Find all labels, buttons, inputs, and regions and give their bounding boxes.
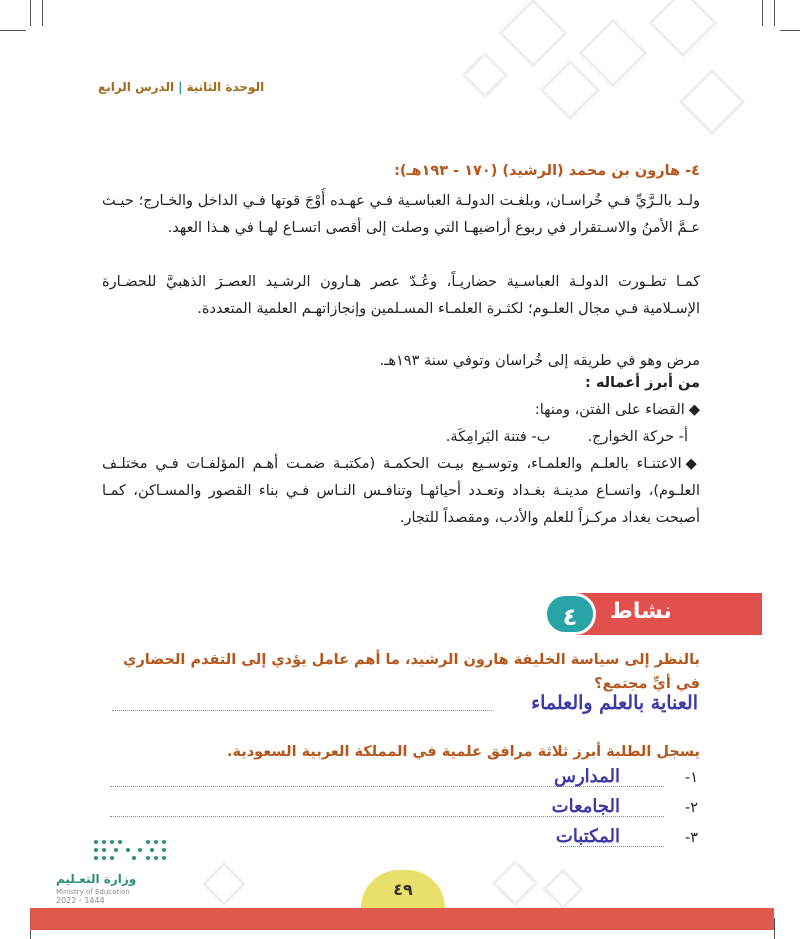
ministry-year: 2022 - 1444 bbox=[56, 896, 105, 905]
activity-label: نشاط bbox=[610, 599, 672, 624]
crop-mark bbox=[774, 918, 775, 939]
paragraph-death: مرض وهو في طريقه إلى خُراسان وتوفي سنة ١٩٣هـ. bbox=[379, 353, 700, 369]
bullet-icon: ◆ bbox=[688, 402, 700, 418]
bullet-item bbox=[102, 397, 700, 424]
crop-mark bbox=[774, 0, 775, 26]
crop-mark bbox=[762, 0, 763, 26]
item-number: ٣- bbox=[684, 830, 698, 846]
paragraph-birth: ولـد بالـرَّيِّ فـي خُراسـان، وبلغـت الدولـة العباسـية فـي عهـده أَوْجَ قوتها فـي الداخل والخـارج؛ حيـث عـمَّ الأمنُ والاسـتقرار في ربوع أراضيهـا التي وصلت إلى أقصى اتسـاع لهـا في هـذا العهد. bbox=[102, 193, 700, 236]
answer-line bbox=[112, 710, 492, 711]
ministry-logo-icon bbox=[90, 838, 170, 866]
paragraph-civilization: كمـا تطـورت الدولـة العباسـية حضاريـاً، وعُـدّ عصر هـارون الرشـيد العصـرَ الذهبيَّ للحضـارة الإسـلامية فـي مجال العلـوم؛ لكثـرة العلمـاء المسـلمين وإنجازاتهـم العلمية المتعددة. bbox=[102, 274, 700, 317]
section-title: ٤- هارون بن محمد (الرشيد) (١٧٠ - ١٩٣هـ): bbox=[394, 163, 700, 179]
handwritten-answer-1[interactable]: العناية بالعلم والعلماء bbox=[531, 692, 698, 714]
sub-item-b: ب- فتنة البَرامِكَة. bbox=[445, 429, 551, 445]
page-header bbox=[98, 80, 264, 94]
ministry-logo bbox=[56, 838, 174, 912]
ministry-name-en: Ministry of Education bbox=[56, 888, 130, 896]
crop-mark bbox=[30, 0, 31, 26]
bullet-icon: ◆ bbox=[685, 456, 700, 472]
bullet-item bbox=[102, 451, 700, 532]
item-number: ٢- bbox=[684, 800, 698, 816]
activity-question-2: يسجل الطلبة أبرز ثلاثة مرافق علمية في المملكة العربية السعودية. bbox=[226, 744, 700, 760]
bottom-bar bbox=[30, 908, 774, 930]
crop-mark bbox=[780, 30, 800, 31]
handwritten-answer-item-3[interactable]: المكتبات bbox=[555, 826, 620, 847]
crop-mark bbox=[42, 0, 43, 26]
bullet-text: القضاء على الفتن، ومنها: bbox=[534, 402, 685, 418]
page-number: ٤٩ bbox=[361, 870, 445, 908]
handwritten-answer-item-2[interactable]: الجامعات bbox=[551, 796, 620, 817]
crop-mark bbox=[0, 30, 26, 31]
bullet-text: الاعتنـاء بالعلـم والعلمـاء، وتوسـيع بيـت الحكمـة (مكتبـة ضمـت أهـم المؤلفـات فـي مختلـف العلـوم)، واتسـاع مدينـة بغـداد وتعـدد أحيائهـا وتنافـس النـاس فـي بناء القصور والمسـاكن، كمـا أصبحت بغداد مركـزاً للعلم والأدب، ومقصداً للتجار. bbox=[102, 456, 700, 526]
item-number: ١- bbox=[684, 770, 698, 786]
handwritten-answer-item-1[interactable]: المدارس bbox=[553, 766, 620, 787]
decorative-diamonds bbox=[440, 0, 760, 150]
sub-item-a: أ- حركة الخوارج. bbox=[587, 429, 688, 445]
sub-items bbox=[102, 424, 688, 451]
header-separator: | bbox=[178, 80, 183, 94]
activity-number: ٤ bbox=[544, 593, 596, 635]
works-heading: من أبرز أعماله : bbox=[584, 375, 700, 391]
lesson-title: الدرس الرابع bbox=[98, 80, 175, 94]
activity-question-1: بالنظر إلى سياسة الخليفة هارون الرشيد، ما أهم عامل يؤدي إلى التقدم الحضاري في أيِّ مجتمع؟ bbox=[123, 652, 700, 692]
unit-title: الوحدة الثانية bbox=[186, 80, 265, 94]
ministry-name-ar: وزارة التعـليم bbox=[56, 872, 137, 886]
activity-badge bbox=[540, 593, 762, 635]
